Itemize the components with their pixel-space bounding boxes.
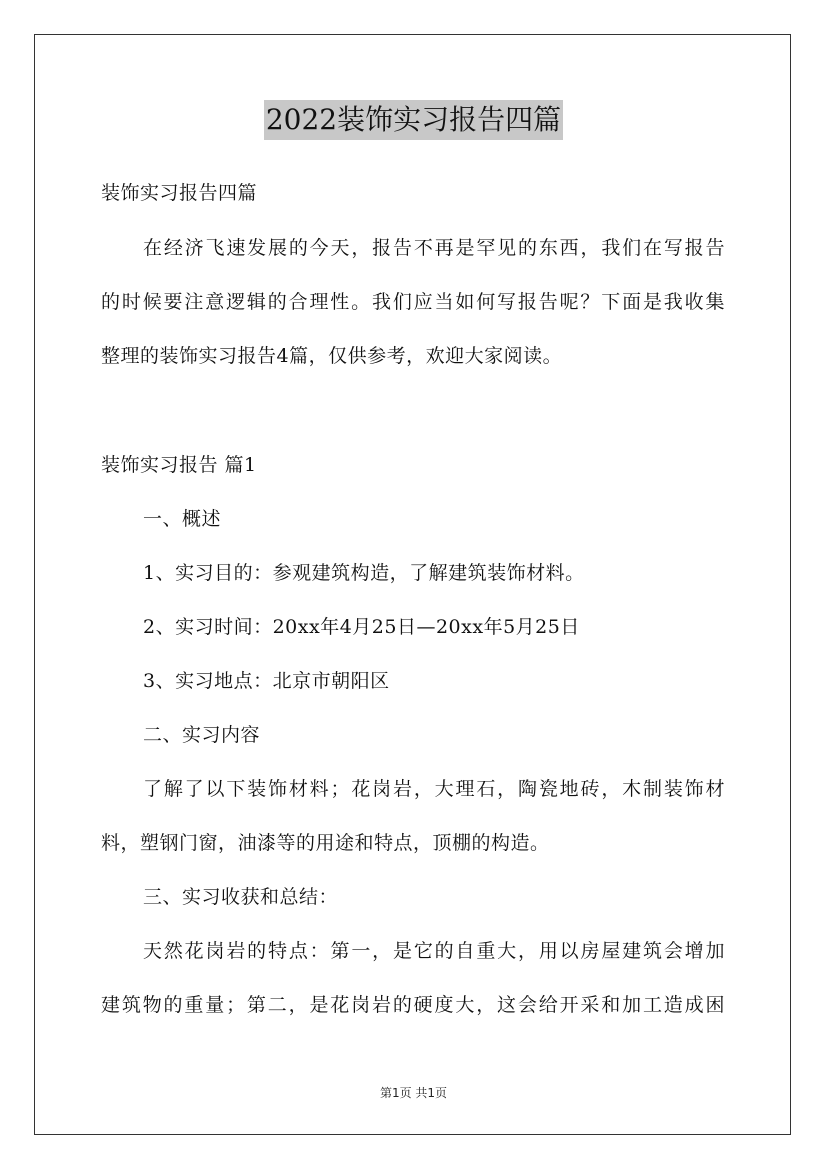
document-subtitle: 装饰实习报告四篇: [101, 182, 258, 204]
intro-line-2: 的时候要注意逻辑的合理性。我们应当如何写报告呢？下面是我收集: [101, 291, 725, 313]
title-container: [0, 100, 827, 140]
content-heading: 二、实习内容: [143, 724, 261, 746]
page-number-label: 第1页 共1页: [379, 1086, 448, 1100]
list-item-purpose: 1、实习目的：参观建筑构造，了解建筑装饰材料。: [143, 562, 585, 584]
intro-line-3: 整理的装饰实习报告4篇，仅供参考，欢迎大家阅读。: [101, 345, 563, 367]
summary-heading: 三、实习收获和总结：: [143, 886, 339, 908]
summary-line-1: 天然花岗岩的特点：第一，是它的自重大，用以房屋建筑会增加: [143, 940, 725, 962]
intro-line-1: 在经济飞速发展的今天，报告不再是罕见的东西，我们在写报告: [143, 237, 725, 259]
summary-line-2: 建筑物的重量；第二，是花岗岩的硬度大，这会给开采和加工造成困: [101, 994, 725, 1016]
document-title: 2022装饰实习报告四篇: [264, 100, 563, 140]
overview-heading: 一、概述: [143, 508, 222, 530]
content-line-2: 料，塑钢门窗，油漆等的用途和特点，顶棚的构造。: [101, 832, 550, 854]
list-item-location: 3、实习地点：北京市朝阳区: [143, 670, 390, 692]
list-item-time: 2、实习时间：20xx年4月25日—20xx年5月25日: [143, 616, 580, 638]
section-heading: 装饰实习报告 篇1: [101, 454, 257, 476]
page-footer: [0, 1084, 827, 1101]
content-line-1: 了解了以下装饰材料；花岗岩，大理石，陶瓷地砖，木制装饰材: [143, 778, 725, 800]
